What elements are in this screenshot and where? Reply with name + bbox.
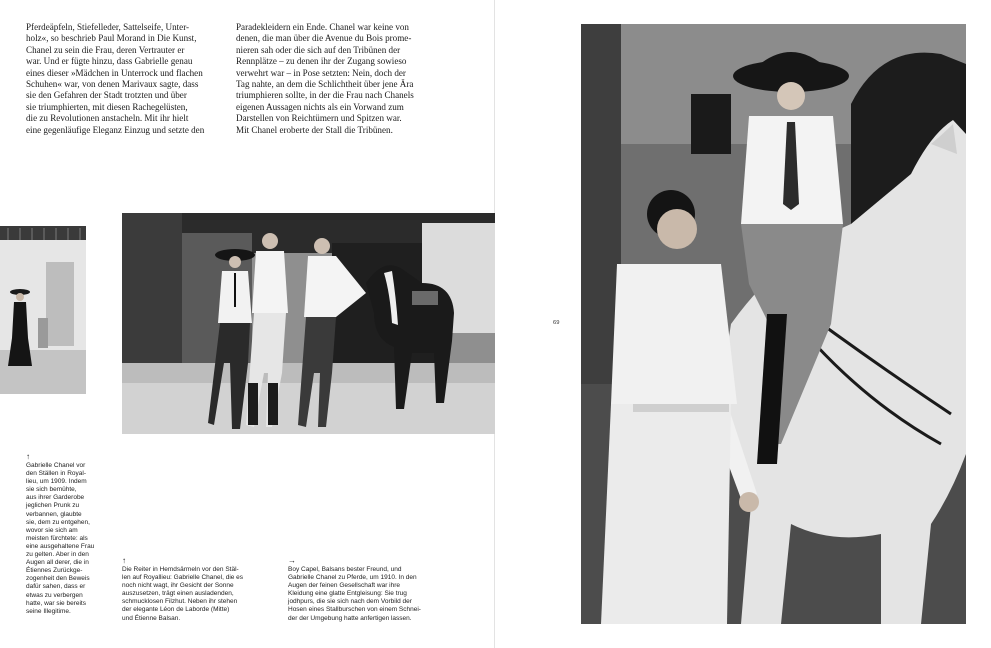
photo-chanel-stables-1909 bbox=[0, 226, 86, 394]
caption-riders bbox=[122, 556, 282, 623]
photo-capel-chanel-horse-image bbox=[581, 24, 966, 624]
caption-text: Die Reiter in Hemdsärmeln vor den Stäl- len auf Royallieu: Gabrielle Chanel, die es noch nicht wagt, ihr Gesicht der Sonne auszusetzen, trägt einen ausladenden, schmucklosen Filzhut. Neben ihr stehen der elegante Léon de Laborde (Mitte) und Étienne Balsan. bbox=[122, 566, 244, 622]
caption-arrow-up-icon: ↑ bbox=[122, 556, 126, 565]
caption-boy-capel-chanel bbox=[288, 556, 458, 623]
photo-riders-royallieu bbox=[122, 213, 495, 434]
caption-arrow-right-icon: → bbox=[288, 556, 296, 565]
caption-arrow-up-icon: ↑ bbox=[26, 452, 30, 461]
caption-text: Boy Capel, Balsans bester Freund, und Gabrielle Chanel zu Pferde, um 1910. In den Augen der feinen Gesellschaft war ihre Kleidung eine glatte Entgleisung: Sie trug jodhpurs, die sie sich nach dem Vorbild der Hosen eines Stallburschen von einem Schnei- der der Umgebung hatte anfertigen lassen. bbox=[288, 566, 421, 622]
body-text-column-2: Paradekleidern ein Ende. Chanel war keine von denen, die man über die Avenue du Bois prome- nieren sah oder die sich auf den Tribünen der Rennplätze – zu denen ihr der Zugang sowieso verwehrt war – in Pose setzten: Nein, doch der Tag nahte, an dem die Schlichtheit über jene Ära triumphieren sollte, in der die Frau nach Chanels eigenen Aussagen nichts als ein Vorwand zum Darstellen von Reichtümern und Spitzen war. Mit Chanel eroberte der Stall die Tribünen. bbox=[236, 22, 414, 135]
caption-text: Gabrielle Chanel vor den Ställen in Royal- lieu, um 1909. Indem sie sich bemühte, aus ihrer Garderobe jeglichen Prunk zu verbannen, glaubte sie, dem zu entgehen, wovor sie sich am meisten fürchtete: als eine ausgehaltene Frau zu gelten. Aber in den Augen all derer, die in Étiennes Zurückge- zogenheit den Beweis dafür sahen, dass er etwas zu verbergen hatte, war sie bereits seine Illegitime. bbox=[26, 462, 95, 615]
left-page bbox=[0, 0, 495, 648]
photo-chanel-stables-image bbox=[0, 226, 86, 394]
photo-riders-image bbox=[122, 213, 495, 434]
photo-capel-chanel-horse bbox=[581, 24, 966, 624]
caption-chanel-stables bbox=[26, 452, 116, 616]
page-number: 69 bbox=[553, 320, 560, 326]
body-text-column-1: Pferdeäpfeln, Stiefelleder, Sattelseife, Unter- holz«, so beschrieb Paul Morand in Die Kunst, Chanel zu sein die Frau, deren Vertrauter er war. Und er fügte hinzu, dass Gabrielle genau eines dieser »Mädchen in Unterrock und flachen Schuhen« war, von denen Marivaux sagte, dass sie den Gefahren der Stadt trotzten und über sie triumphierten, mit diesen Rachegelüsten, die zu Revolutionen anstacheln. Mit ihr hielt eine gegenläufige Eleganz Einzug und setzte den bbox=[26, 22, 205, 135]
